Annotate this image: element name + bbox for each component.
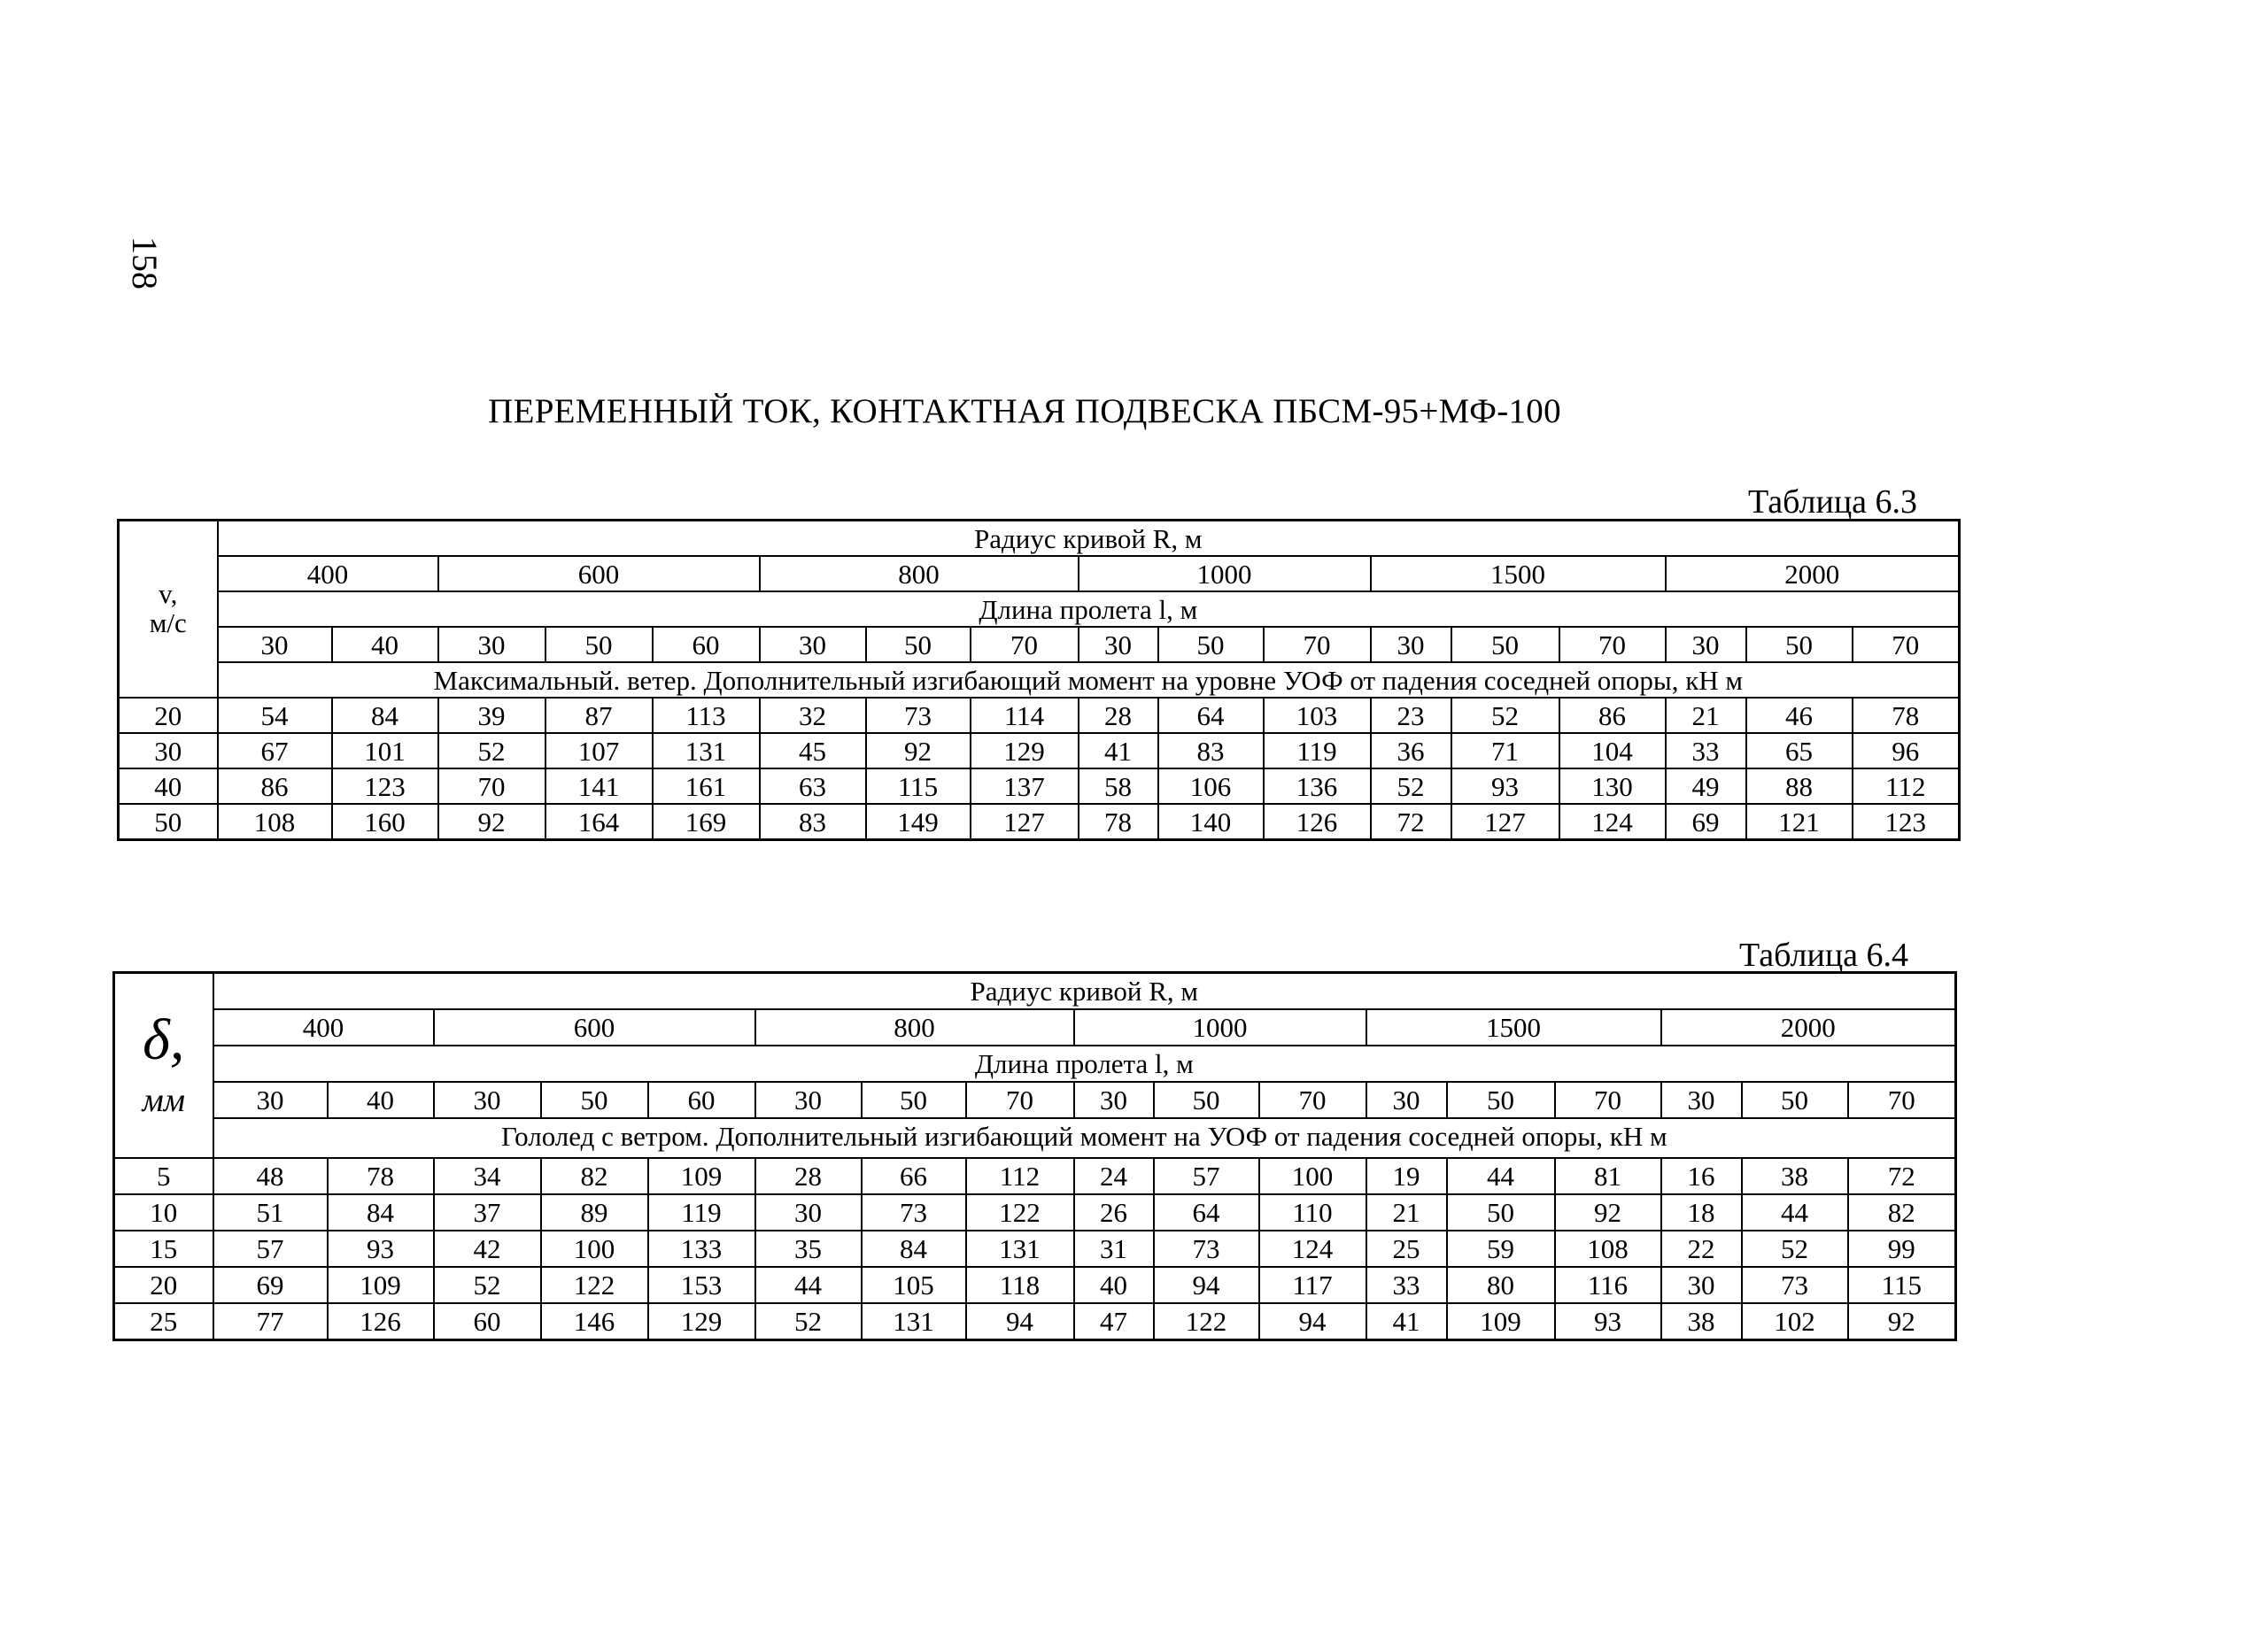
value-cell: 169 <box>653 804 760 840</box>
span-cell: 30 <box>1661 1082 1742 1118</box>
value-cell: 32 <box>760 698 866 733</box>
value-cell: 47 <box>1074 1303 1154 1340</box>
span-cell: 50 <box>1746 627 1853 662</box>
span-cell: 70 <box>1555 1082 1661 1118</box>
value-cell: 105 <box>862 1267 966 1303</box>
span-cell: 50 <box>1154 1082 1259 1118</box>
table-row <box>119 768 1960 804</box>
value-cell: 38 <box>1661 1303 1742 1340</box>
stub-header <box>119 521 218 699</box>
value-cell: 106 <box>1158 768 1264 804</box>
span-header-row <box>114 1046 1956 1082</box>
value-cell: 109 <box>1447 1303 1555 1340</box>
span-cell: 50 <box>1451 627 1559 662</box>
span-cell: 60 <box>648 1082 755 1118</box>
value-cell: 161 <box>653 768 760 804</box>
radius-cell: 1500 <box>1366 1009 1661 1046</box>
span-cell: 30 <box>1079 627 1158 662</box>
value-cell: 44 <box>1447 1158 1555 1194</box>
value-cell: 52 <box>1742 1231 1848 1267</box>
value-cell: 131 <box>653 733 760 768</box>
value-cell: 78 <box>328 1158 434 1194</box>
span-cell: 30 <box>1074 1082 1154 1118</box>
value-cell: 30 <box>1661 1267 1742 1303</box>
value-cell: 78 <box>1079 804 1158 840</box>
value-cell: 89 <box>541 1194 648 1231</box>
value-cell: 33 <box>1366 1267 1447 1303</box>
value-cell: 73 <box>1154 1231 1259 1267</box>
value-cell: 21 <box>1366 1194 1447 1231</box>
span-cell: 70 <box>1264 627 1371 662</box>
value-cell: 51 <box>213 1194 328 1231</box>
span-cell: 30 <box>1366 1082 1447 1118</box>
value-cell: 19 <box>1366 1158 1447 1194</box>
span-cell: 50 <box>1158 627 1264 662</box>
value-cell: 83 <box>1158 733 1264 768</box>
value-cell: 160 <box>332 804 438 840</box>
value-cell: 66 <box>862 1158 966 1194</box>
value-cell: 93 <box>328 1231 434 1267</box>
table-row <box>119 733 1960 768</box>
span-cell: 30 <box>760 627 866 662</box>
value-cell: 122 <box>541 1267 648 1303</box>
value-cell: 60 <box>434 1303 541 1340</box>
value-cell: 126 <box>1264 804 1371 840</box>
value-cell: 67 <box>218 733 332 768</box>
value-cell: 109 <box>328 1267 434 1303</box>
value-cell: 73 <box>862 1194 966 1231</box>
value-cell: 123 <box>332 768 438 804</box>
value-cell: 63 <box>760 768 866 804</box>
radius-cell: 1500 <box>1371 556 1666 591</box>
stub-unit: м/с <box>149 607 187 638</box>
value-cell: 141 <box>545 768 653 804</box>
value-cell: 146 <box>541 1303 648 1340</box>
span-cell: 50 <box>541 1082 648 1118</box>
radius-cell: 800 <box>760 556 1079 591</box>
value-cell: 84 <box>862 1231 966 1267</box>
radius-cell: 400 <box>213 1009 434 1046</box>
span-cell: 30 <box>213 1082 328 1118</box>
section-header: Максимальный. ветер. Дополнительный изгибающий момент на уровне УОФ от падения соседней опоры, кН м <box>218 662 1960 698</box>
value-cell: 54 <box>218 698 332 733</box>
value-cell: 28 <box>755 1158 862 1194</box>
value-cell: 72 <box>1848 1158 1956 1194</box>
radius-cell: 600 <box>438 556 760 591</box>
value-cell: 80 <box>1447 1267 1555 1303</box>
value-cell: 25 <box>1366 1231 1447 1267</box>
table-row <box>114 1303 1956 1340</box>
value-cell: 94 <box>1259 1303 1366 1340</box>
value-cell: 93 <box>1451 768 1559 804</box>
span-cell: 30 <box>1666 627 1746 662</box>
value-cell: 21 <box>1666 698 1746 733</box>
radius-header: Радиус кривой R, м <box>218 521 1960 557</box>
value-cell: 164 <box>545 804 653 840</box>
value-cell: 35 <box>755 1231 862 1267</box>
row-key-cell: 25 <box>114 1303 213 1340</box>
value-cell: 64 <box>1154 1194 1259 1231</box>
row-key-cell: 20 <box>119 698 218 733</box>
span-cell: 50 <box>545 627 653 662</box>
value-cell: 136 <box>1264 768 1371 804</box>
value-cell: 117 <box>1259 1267 1366 1303</box>
value-cell: 108 <box>218 804 332 840</box>
span-cell: 30 <box>1371 627 1451 662</box>
value-cell: 71 <box>1451 733 1559 768</box>
document-title: ПЕРЕМЕННЫЙ ТОК, КОНТАКТНАЯ ПОДВЕСКА ПБСМ-95+МФ-100 <box>488 392 1561 430</box>
value-cell: 107 <box>545 733 653 768</box>
radius-cell: 400 <box>218 556 438 591</box>
table-6-4 <box>112 971 1957 1341</box>
value-cell: 87 <box>545 698 653 733</box>
value-cell: 94 <box>966 1303 1074 1340</box>
value-cell: 40 <box>1074 1267 1154 1303</box>
value-cell: 18 <box>1661 1194 1742 1231</box>
span-cell: 30 <box>434 1082 541 1118</box>
value-cell: 123 <box>1853 804 1960 840</box>
value-cell: 73 <box>1742 1267 1848 1303</box>
span-cell: 50 <box>862 1082 966 1118</box>
value-cell: 126 <box>328 1303 434 1340</box>
value-cell: 115 <box>1848 1267 1956 1303</box>
value-cell: 140 <box>1158 804 1264 840</box>
value-cell: 149 <box>866 804 971 840</box>
value-cell: 31 <box>1074 1231 1154 1267</box>
span-cell: 40 <box>332 627 438 662</box>
value-cell: 48 <box>213 1158 328 1194</box>
value-cell: 73 <box>866 698 971 733</box>
value-cell: 137 <box>971 768 1079 804</box>
row-key-cell: 30 <box>119 733 218 768</box>
value-cell: 92 <box>866 733 971 768</box>
value-cell: 101 <box>332 733 438 768</box>
value-cell: 99 <box>1848 1231 1956 1267</box>
value-cell: 37 <box>434 1194 541 1231</box>
value-cell: 22 <box>1661 1231 1742 1267</box>
spans-row <box>114 1082 1956 1118</box>
value-cell: 39 <box>438 698 545 733</box>
stub-unit: мм <box>142 1081 185 1119</box>
span-cell: 30 <box>755 1082 862 1118</box>
value-cell: 33 <box>1666 733 1746 768</box>
radii-row <box>119 556 1960 591</box>
section-header-row <box>119 662 1960 698</box>
value-cell: 100 <box>1259 1158 1366 1194</box>
span-cell: 50 <box>1742 1082 1848 1118</box>
row-key-cell: 50 <box>119 804 218 840</box>
span-cell: 40 <box>328 1082 434 1118</box>
value-cell: 41 <box>1366 1303 1447 1340</box>
value-cell: 57 <box>1154 1158 1259 1194</box>
value-cell: 82 <box>1848 1194 1956 1231</box>
stub-header <box>114 973 213 1159</box>
value-cell: 64 <box>1158 698 1264 733</box>
value-cell: 38 <box>1742 1158 1848 1194</box>
row-key-cell: 15 <box>114 1231 213 1267</box>
value-cell: 103 <box>1264 698 1371 733</box>
value-cell: 86 <box>218 768 332 804</box>
value-cell: 119 <box>648 1194 755 1231</box>
value-cell: 124 <box>1559 804 1666 840</box>
value-cell: 93 <box>1555 1303 1661 1340</box>
value-cell: 92 <box>438 804 545 840</box>
table-row <box>119 698 1960 733</box>
stub-label: δ, <box>143 1007 185 1073</box>
radii-row <box>114 1009 1956 1046</box>
value-cell: 112 <box>1853 768 1960 804</box>
value-cell: 84 <box>332 698 438 733</box>
value-cell: 122 <box>1154 1303 1259 1340</box>
radius-cell: 600 <box>434 1009 755 1046</box>
table-caption-6-4: Таблица 6.4 <box>1739 937 1909 974</box>
value-cell: 59 <box>1447 1231 1555 1267</box>
value-cell: 58 <box>1079 768 1158 804</box>
value-cell: 133 <box>648 1231 755 1267</box>
row-key-cell: 40 <box>119 768 218 804</box>
value-cell: 127 <box>971 804 1079 840</box>
value-cell: 81 <box>1555 1158 1661 1194</box>
value-cell: 69 <box>1666 804 1746 840</box>
span-cell: 60 <box>653 627 760 662</box>
section-header-row <box>114 1118 1956 1158</box>
table-caption-6-3: Таблица 6.3 <box>1748 483 1918 521</box>
value-cell: 119 <box>1264 733 1371 768</box>
value-cell: 84 <box>328 1194 434 1231</box>
value-cell: 127 <box>1451 804 1559 840</box>
value-cell: 52 <box>755 1303 862 1340</box>
value-cell: 104 <box>1559 733 1666 768</box>
radius-cell: 800 <box>755 1009 1074 1046</box>
value-cell: 69 <box>213 1267 328 1303</box>
value-cell: 130 <box>1559 768 1666 804</box>
value-cell: 129 <box>648 1303 755 1340</box>
table-6-3 <box>117 519 1961 841</box>
page-number: 158 <box>125 236 165 289</box>
value-cell: 49 <box>1666 768 1746 804</box>
value-cell: 121 <box>1746 804 1853 840</box>
table-row <box>114 1267 1956 1303</box>
section-header: Гололед с ветром. Дополнительный изгибающий момент на УОФ от падения соседней опоры, кН м <box>213 1118 1956 1158</box>
value-cell: 122 <box>966 1194 1074 1231</box>
span-cell: 70 <box>1848 1082 1956 1118</box>
spans-row <box>119 627 1960 662</box>
value-cell: 92 <box>1555 1194 1661 1231</box>
value-cell: 92 <box>1848 1303 1956 1340</box>
table-row <box>114 1231 1956 1267</box>
value-cell: 78 <box>1853 698 1960 733</box>
table-row <box>114 1158 1956 1194</box>
value-cell: 115 <box>866 768 971 804</box>
value-cell: 26 <box>1074 1194 1154 1231</box>
value-cell: 52 <box>434 1267 541 1303</box>
value-cell: 110 <box>1259 1194 1366 1231</box>
value-cell: 41 <box>1079 733 1158 768</box>
value-cell: 112 <box>966 1158 1074 1194</box>
value-cell: 65 <box>1746 733 1853 768</box>
span-header: Длина пролета l, м <box>218 591 1960 627</box>
radius-header-row <box>119 521 1960 557</box>
value-cell: 16 <box>1661 1158 1742 1194</box>
value-cell: 36 <box>1371 733 1451 768</box>
value-cell: 46 <box>1746 698 1853 733</box>
value-cell: 113 <box>653 698 760 733</box>
radius-header-row <box>114 973 1956 1010</box>
value-cell: 82 <box>541 1158 648 1194</box>
value-cell: 34 <box>434 1158 541 1194</box>
value-cell: 30 <box>755 1194 862 1231</box>
value-cell: 24 <box>1074 1158 1154 1194</box>
value-cell: 153 <box>648 1267 755 1303</box>
span-cell: 70 <box>1259 1082 1366 1118</box>
span-cell: 30 <box>218 627 332 662</box>
value-cell: 114 <box>971 698 1079 733</box>
row-key-cell: 10 <box>114 1194 213 1231</box>
value-cell: 116 <box>1555 1267 1661 1303</box>
value-cell: 129 <box>971 733 1079 768</box>
stub-label: v, <box>159 578 178 610</box>
value-cell: 52 <box>1371 768 1451 804</box>
value-cell: 42 <box>434 1231 541 1267</box>
value-cell: 96 <box>1853 733 1960 768</box>
table-row <box>119 804 1960 840</box>
value-cell: 50 <box>1447 1194 1555 1231</box>
row-key-cell: 5 <box>114 1158 213 1194</box>
value-cell: 52 <box>438 733 545 768</box>
value-cell: 83 <box>760 804 866 840</box>
value-cell: 72 <box>1371 804 1451 840</box>
radius-header: Радиус кривой R, м <box>213 973 1956 1010</box>
value-cell: 88 <box>1746 768 1853 804</box>
span-cell: 50 <box>866 627 971 662</box>
radius-cell: 1000 <box>1074 1009 1366 1046</box>
value-cell: 28 <box>1079 698 1158 733</box>
value-cell: 102 <box>1742 1303 1848 1340</box>
value-cell: 57 <box>213 1231 328 1267</box>
span-header-row <box>119 591 1960 627</box>
table-row <box>114 1194 1956 1231</box>
span-cell: 50 <box>1447 1082 1555 1118</box>
span-cell: 70 <box>1559 627 1666 662</box>
value-cell: 45 <box>760 733 866 768</box>
span-cell: 30 <box>438 627 545 662</box>
span-cell: 70 <box>971 627 1079 662</box>
radius-cell: 2000 <box>1666 556 1960 591</box>
radius-cell: 2000 <box>1661 1009 1956 1046</box>
value-cell: 100 <box>541 1231 648 1267</box>
value-cell: 131 <box>862 1303 966 1340</box>
value-cell: 52 <box>1451 698 1559 733</box>
value-cell: 94 <box>1154 1267 1259 1303</box>
value-cell: 131 <box>966 1231 1074 1267</box>
row-key-cell: 20 <box>114 1267 213 1303</box>
value-cell: 77 <box>213 1303 328 1340</box>
value-cell: 86 <box>1559 698 1666 733</box>
value-cell: 124 <box>1259 1231 1366 1267</box>
value-cell: 108 <box>1555 1231 1661 1267</box>
span-cell: 70 <box>966 1082 1074 1118</box>
value-cell: 70 <box>438 768 545 804</box>
radius-cell: 1000 <box>1079 556 1371 591</box>
span-cell: 70 <box>1853 627 1960 662</box>
span-header: Длина пролета l, м <box>213 1046 1956 1082</box>
value-cell: 118 <box>966 1267 1074 1303</box>
value-cell: 44 <box>755 1267 862 1303</box>
value-cell: 109 <box>648 1158 755 1194</box>
value-cell: 44 <box>1742 1194 1848 1231</box>
value-cell: 23 <box>1371 698 1451 733</box>
